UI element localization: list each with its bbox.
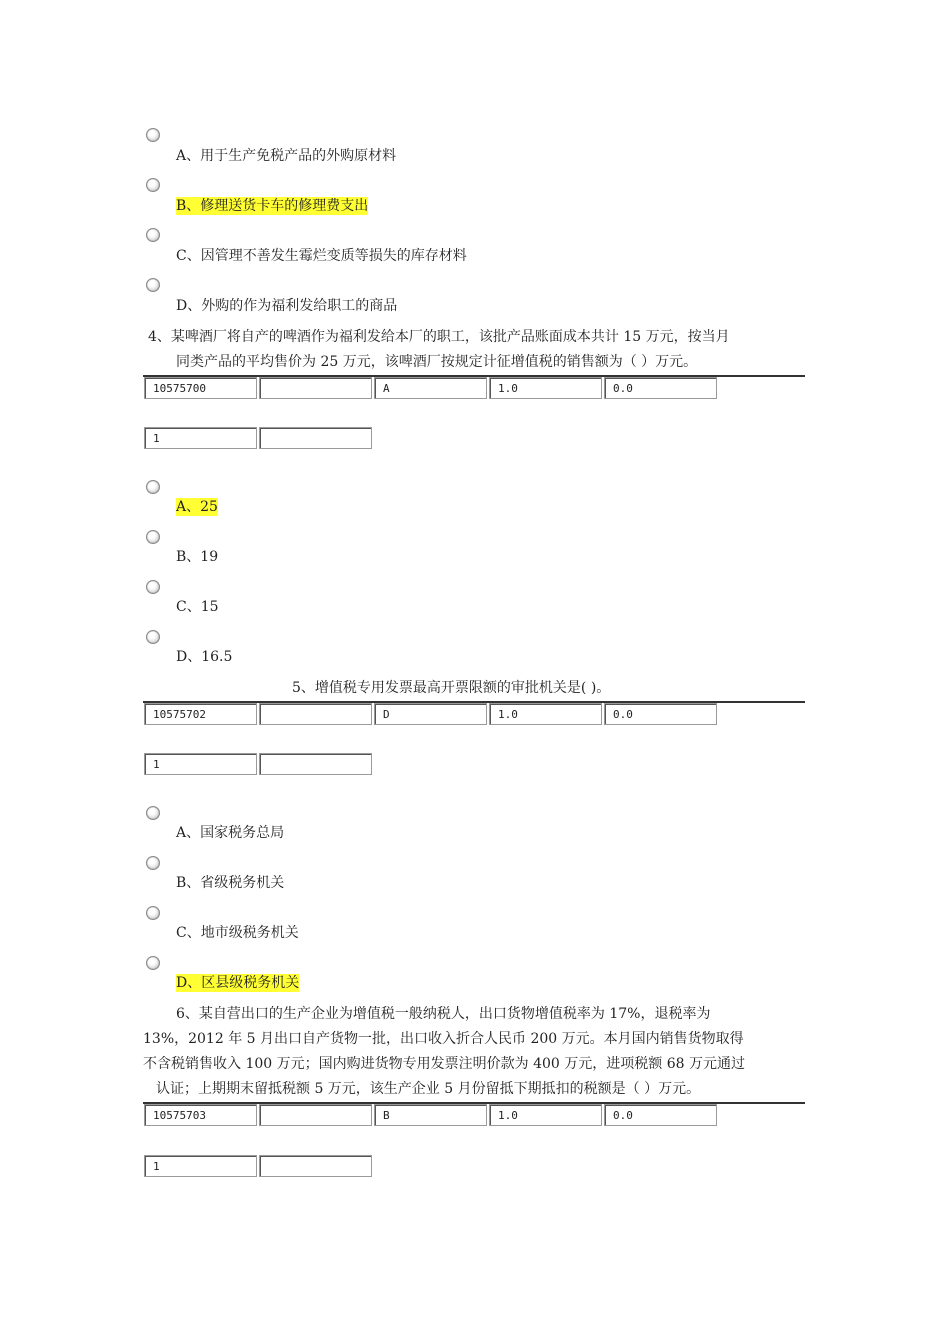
- answer-field[interactable]: [259, 753, 372, 775]
- answer-field[interactable]: [259, 427, 372, 449]
- option-label: C、地市级税务机关: [176, 925, 299, 941]
- answer-field[interactable]: 10575702: [144, 703, 257, 725]
- option-label: B、19: [176, 549, 219, 565]
- question-text: 同类产品的平均售价为 25 万元，该啤酒厂按规定计征增值税的销售额为（ ）万元。: [176, 354, 698, 370]
- answer-field[interactable]: 1: [144, 427, 257, 449]
- radio-button[interactable]: [146, 856, 160, 870]
- question-text: 13%，2012 年 5 月出口自产货物一批，出口收入折合人民币 200 万元。本月国内销售货物取得: [143, 1031, 744, 1047]
- answer-field[interactable]: [259, 377, 372, 399]
- option-label-highlighted: D、区县级税务机关: [176, 975, 300, 991]
- answer-field[interactable]: A: [374, 377, 487, 399]
- answer-field[interactable]: B: [374, 1104, 487, 1126]
- option-label: B、省级税务机关: [176, 875, 285, 891]
- answer-field[interactable]: D: [374, 703, 487, 725]
- radio-button[interactable]: [146, 956, 160, 970]
- radio-button[interactable]: [146, 806, 160, 820]
- answer-field[interactable]: 10575703: [144, 1104, 257, 1126]
- question-text: 5、增值税专用发票最高开票限额的审批机关是( )。: [292, 680, 611, 696]
- answer-field[interactable]: 0.0: [604, 703, 717, 725]
- option-label-highlighted: B、修理送货卡车的修理费支出: [176, 198, 369, 214]
- answer-field[interactable]: 0.0: [604, 377, 717, 399]
- answer-field[interactable]: 1.0: [489, 377, 602, 399]
- question-text: 4、某啤酒厂将自产的啤酒作为福利发给本厂的职工，该批产品账面成本共计 15 万元，按当月: [148, 329, 730, 345]
- radio-button[interactable]: [146, 906, 160, 920]
- radio-button[interactable]: [146, 228, 160, 242]
- radio-button[interactable]: [146, 128, 160, 142]
- radio-button[interactable]: [146, 178, 160, 192]
- option-label: A、用于生产免税产品的外购原材料: [176, 148, 397, 164]
- radio-button[interactable]: [146, 278, 160, 292]
- answer-field[interactable]: 1.0: [489, 703, 602, 725]
- question-text: 6、某自营出口的生产企业为增值税一般纳税人，出口货物增值税率为 17%，退税率为: [176, 1006, 711, 1022]
- answer-field[interactable]: 10575700: [144, 377, 257, 399]
- radio-button[interactable]: [146, 630, 160, 644]
- answer-field[interactable]: [259, 1155, 372, 1177]
- option-label: C、因管理不善发生霉烂变质等损失的库存材料: [176, 248, 467, 264]
- radio-button[interactable]: [146, 480, 160, 494]
- option-label: A、国家税务总局: [176, 825, 285, 841]
- answer-field[interactable]: 1: [144, 1155, 257, 1177]
- answer-field[interactable]: 1: [144, 753, 257, 775]
- option-label-highlighted: A、25: [176, 499, 218, 515]
- question-text: 不含税销售收入 100 万元；国内购进货物专用发票注明价款为 400 万元，进项税额 68 万元通过: [143, 1056, 745, 1072]
- option-label: C、15: [176, 599, 219, 615]
- answer-field[interactable]: 0.0: [604, 1104, 717, 1126]
- answer-field[interactable]: 1.0: [489, 1104, 602, 1126]
- option-label: D、外购的作为福利发给职工的商品: [176, 298, 398, 314]
- answer-field[interactable]: [259, 1104, 372, 1126]
- radio-button[interactable]: [146, 580, 160, 594]
- radio-button[interactable]: [146, 530, 160, 544]
- option-label: D、16.5: [176, 649, 233, 665]
- answer-field[interactable]: [259, 703, 372, 725]
- question-text: 认证；上期期末留抵税额 5 万元，该生产企业 5 月份留抵下期抵扣的税额是（ ）万元。: [156, 1081, 701, 1097]
